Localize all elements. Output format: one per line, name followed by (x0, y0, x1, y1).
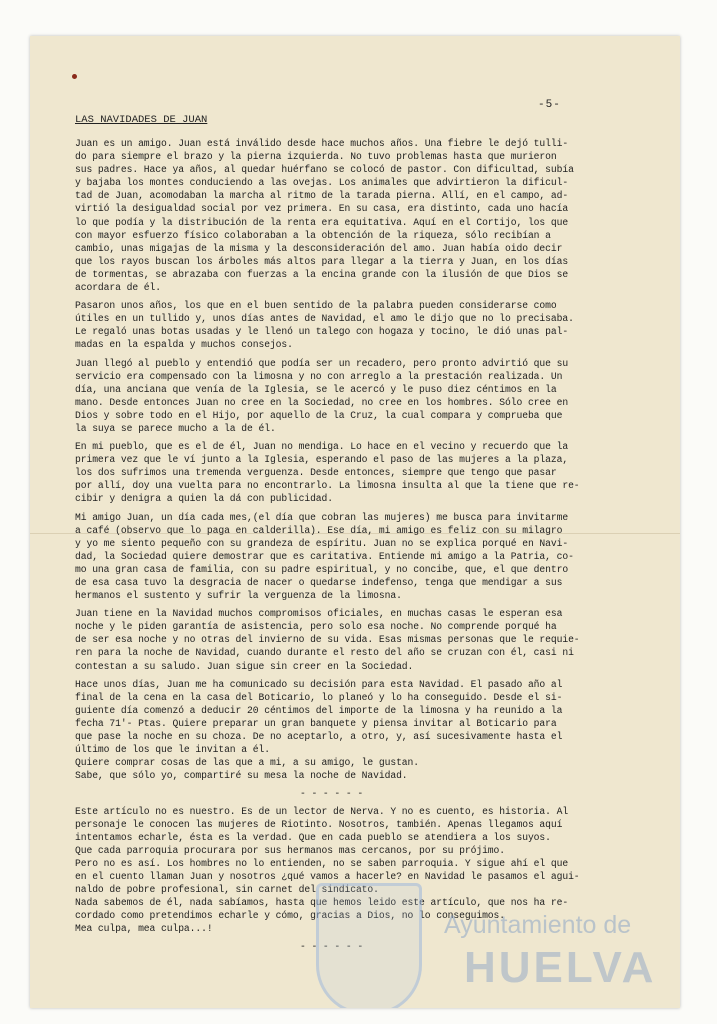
text-line: cordado como pretendimos echarle y cómo, gracias a Dios, no lo conseguimos. (75, 910, 506, 922)
text-line: sus padres. Hace ya años, al quedar huérfano se colocó de pastor. Con dificultad, subía (75, 164, 574, 176)
document-page (30, 36, 680, 1008)
text-line: que los rayos buscan los árboles más altos para llegar a la tierra y Juan, en los días (75, 255, 569, 267)
ink-spot (72, 74, 77, 79)
text-line: con mayor esfuerzo físico colaboraban a la obtención de la riqueza, sólo recibían a (75, 229, 551, 241)
watermark-line2: HUELVA (464, 943, 657, 992)
text-line: madas en la espalda y muchos consejos. (75, 339, 293, 351)
text-line: do para siempre el brazo y la pierna izquierda. No tuvo problemas hasta que murieron (75, 151, 557, 163)
text-line: lo que podía y la distribución de la renta era equitativa. Aquí en el Cortijo, los que (75, 216, 569, 228)
text-line: dad, la Sociedad quiere demostrar que es caritativa. Entiende mi amigo a la Patria, co- (75, 550, 574, 562)
text-line: los dos sufrimos una tremenda verguenza. Desde entonces, siempre que tengo que pasar (75, 467, 557, 479)
text-line: noche y le piden garantía de asistencia, pero solo esa noche. No comprende porqué ha (75, 621, 557, 633)
text-line: de tormentas, se abrazaba con fuerzas a la encina grande con la ilusión de que Dios se (75, 268, 569, 280)
text-line: de ser esa noche y no otras del invierno de su vida. Esas mismas personas que le requie- (75, 634, 580, 646)
paragraph (75, 299, 655, 351)
text-line: cambio, unas migajas de la misma y la desconsideración del amo. Juan había oido decir (75, 242, 563, 254)
text-line: naldo de pobre profesional, sin carnet del sindicato. (75, 884, 379, 896)
text-line: Sabe, que sólo yo, compartiré su mesa la noche de Navidad. (75, 770, 408, 782)
paragraph (75, 805, 655, 936)
paragraph (75, 678, 655, 783)
paragraph (75, 357, 655, 436)
article-body (75, 137, 655, 958)
text-line: fecha 71'- Ptas. Quiere preparar un gran banquete y piensa invitar al Boticario para (75, 717, 557, 729)
page-number: -5- (538, 99, 561, 111)
text-line: Mea culpa, mea culpa...! (75, 923, 213, 935)
text-line: cibir y denigra a quien la dá con publicidad. (75, 493, 334, 505)
text-line: y yo me siento pequeño con su grandeza de espíritu. Juan no se explica porqué en Navi- (75, 537, 569, 549)
text-line: y bajaba los montes conduciendo a las ovejas. Los animales que advirtieron la dificul- (75, 177, 569, 189)
text-line: primera vez que le ví junto a la Iglesia, esperando el paso de las mujeres a la plaza, (75, 454, 569, 466)
text-line: Le regaló unas botas usadas y le llenó un talego con hogaza y tocino, le dió unas pal- (75, 326, 569, 338)
text-line: día, una anciana que venía de la Iglesia, se le acercó y le puso diez céntimos en la (75, 383, 557, 395)
text-line: la suya se parece mucho a la de él. (75, 422, 276, 434)
text-line: Pasaron unos años, los que en el buen sentido de la palabra pueden considerarse como (75, 300, 557, 312)
text-line: último de los que le invitan a él. (75, 744, 270, 756)
text-line: ren para la noche de Navidad, cuando durante el resto del año se cruzan con él, casi ni (75, 647, 574, 659)
watermark-line1: Ayuntamiento de (444, 911, 632, 939)
text-line: mano. Desde entonces Juan no cree en la Sociedad, no cree en los hombres. Sólo cree en (75, 396, 569, 408)
text-line: contestan a su saludo. Juan sigue sin creer en la Sociedad. (75, 660, 414, 672)
text-line: en el cuento llaman Juan y nosotros ¿qué vamos a hacerle? en Navidad le pasamos el agui- (75, 870, 580, 882)
text-line: por allí, doy una vuelta para no encontrarlo. La limosna insulta al que la tiene que re- (75, 480, 580, 492)
text-line: Juan tiene en la Navidad muchos compromisos oficiales, en muchas casas le esperan esa (75, 608, 563, 620)
text-line: Este artículo no es nuestro. Es de un lector de Nerva. Y no es cuento, es historia. Al (75, 805, 569, 817)
text-line: Juan es un amigo. Juan está inválido desde hace muchos años. Una fiebre le dejó tulli- (75, 138, 569, 149)
text-line: Mi amigo Juan, un día cada mes,(el día que cobran las mujeres) me busca para invitarme (75, 511, 569, 523)
text-line: virtió la desigualdad social por vez primera. En su casa, era distinto, cada uno hacía (75, 203, 569, 215)
text-line: En mi pueblo, que es el de él, Juan no mendiga. Lo hace en el vecino y recuerdo que la (75, 441, 569, 453)
text-line: Nada sabemos de él, nada sabíamos, hasta que hemos leido este artículo, que nos ha re- (75, 897, 569, 909)
separator: - - - - - - (300, 788, 364, 800)
text-line: hermanos el sustento y sufrir la verguenza de la limosna. (75, 590, 402, 602)
text-line: personaje le conocen las mujeres de Riotinto. Nosotros, también. Apenas llegamos aquí (75, 818, 563, 830)
text-line: a café (observo que lo paga en calderilla). Ese día, mi amigo es feliz con su milagro (75, 524, 563, 536)
text-line: final de la cena en la casa del Boticario, lo planeó y lo ha conseguido. Desde el si- (75, 691, 563, 703)
text-line: que pase la noche en su choza. De no aceptarlo, a otro, y, así sucesivamente hasta el (75, 731, 563, 743)
paragraph (75, 440, 655, 505)
paragraph (75, 607, 655, 672)
text-line: servicio era compensado con la limosna y no con arreglo a la prestación realizada. Un (75, 370, 563, 382)
text-line: Que cada parroquia procurara por sus hermanos mas cercanos, por su prójimo. (75, 844, 506, 856)
text-line: Hace unos días, Juan me ha comunicado su decisión para esta Navidad. El pasado año al (75, 678, 563, 690)
text-line: tad de Juan, acomodaban la marcha al ritmo de la tarada pierna. Allí, en el campo, ad- (75, 190, 569, 202)
text-line: Juan llegó al pueblo y entendió que podía ser un recadero, pero pronto advirtió que su (75, 357, 569, 369)
text-line: mo una gran casa de familia, con su padre espiritual, y no concibe, que, el que dentro (75, 563, 569, 575)
text-line: guiente día comenzó a deducir 20 céntimos del importe de la limosna y ha reunido a la (75, 704, 563, 716)
text-line: intentamos echarle, ésta es la verdad. Que en cada pueblo se atendiera a los suyos. (75, 831, 551, 843)
text-line: Quiere comprar cosas de las que a mi, a su amigo, le gustan. (75, 757, 420, 769)
text-line: acordara de él. (75, 282, 162, 294)
text-line: Pero no es así. Los hombres no lo entienden, no se saben parroquia. Y sigue ahí el que (75, 857, 569, 869)
paragraph (75, 511, 655, 603)
closing-separator: - - - - - - (300, 941, 364, 953)
text-line: útiles en un tullido y, unos días antes de Navidad, el amo le dijo que no lo precisaba. (75, 313, 574, 325)
text-line: Dios y sobre todo en el Hijo, por aquello de la Cruz, la cual compara y comprueba que (75, 409, 563, 421)
article-title: LAS NAVIDADES DE JUAN (75, 114, 208, 126)
paragraph (75, 137, 655, 294)
text-line: de esa casa tuvo la desgracia de nacer o quedarse indefenso, tenga que mendigar a sus (75, 577, 563, 588)
